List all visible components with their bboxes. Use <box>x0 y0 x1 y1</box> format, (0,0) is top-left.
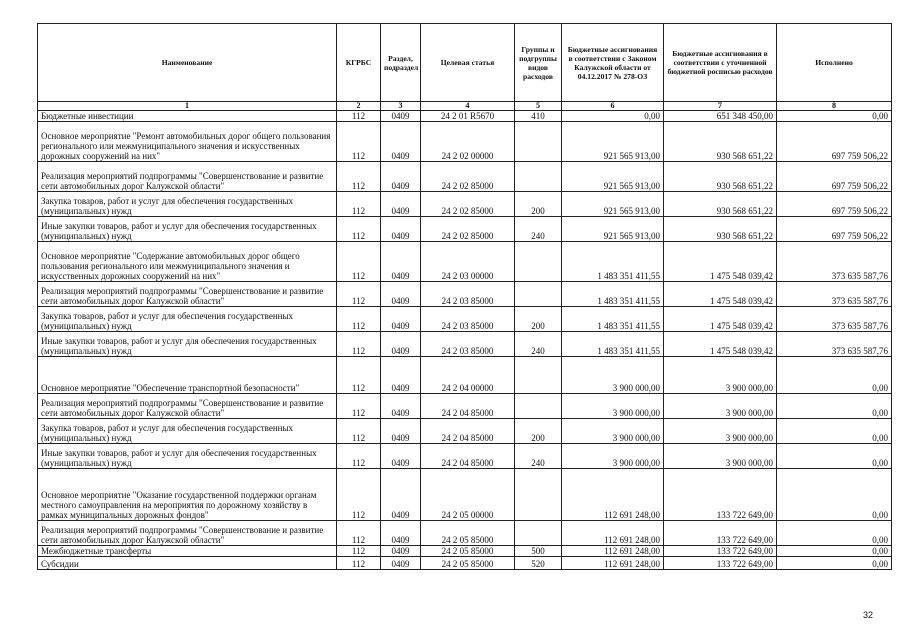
row-executed-amount: 697 759 506,22 <box>777 162 892 192</box>
column-number: 1 <box>38 102 337 111</box>
row-expense-group <box>515 357 562 394</box>
row-updated-amount: 930 568 651,22 <box>664 122 777 162</box>
row-name: Основное мероприятие "Ремонт автомобильных дорог общего пользования регионального или межмуниципального значения и искусственных дорожных сооружений на них" <box>38 122 337 162</box>
row-updated-amount: 133 722 649,00 <box>664 557 777 570</box>
row-law-amount: 1 483 351 411,55 <box>562 242 664 282</box>
row-expense-group: 240 <box>515 217 562 242</box>
row-section: 0409 <box>381 357 421 394</box>
row-law-amount: 921 565 913,00 <box>562 217 664 242</box>
row-expense-group: 520 <box>515 557 562 570</box>
row-kgrbs: 112 <box>337 282 381 307</box>
column-number: 6 <box>562 102 664 111</box>
column-number: 8 <box>777 102 892 111</box>
row-target-article: 24 2 05 00000 <box>421 469 515 521</box>
row-law-amount: 3 900 000,00 <box>562 357 664 394</box>
row-updated-amount: 3 900 000,00 <box>664 357 777 394</box>
row-updated-amount: 1 475 548 039,42 <box>664 242 777 282</box>
table-row <box>38 419 892 444</box>
column-number: 5 <box>515 102 562 111</box>
table-row <box>38 521 892 546</box>
row-kgrbs: 112 <box>337 162 381 192</box>
row-name: Реализация мероприятий подпрограммы "Совершенствование и развитие сети автомобильных дорог Калужской области" <box>38 162 337 192</box>
row-name: Основное мероприятие "Оказание государственной поддержки органам местного самоуправления на мероприятия по дорожному хозяйству в рамках муниципальных дорожных фондов" <box>38 469 337 521</box>
row-section: 0409 <box>381 162 421 192</box>
row-name: Иные закупки товаров, работ и услуг для обеспечения государственных (муниципальных) нужд <box>38 217 337 242</box>
row-expense-group <box>515 282 562 307</box>
row-section: 0409 <box>381 521 421 546</box>
row-kgrbs: 112 <box>337 546 381 557</box>
row-expense-group <box>515 521 562 546</box>
row-name: Субсидии <box>38 557 337 570</box>
column-number: 7 <box>664 102 777 111</box>
header-groups: Группы и подгруппы видов расходов <box>515 24 562 102</box>
column-number-row <box>38 102 892 111</box>
row-expense-group: 240 <box>515 332 562 357</box>
header-target: Целевая статья <box>421 24 515 102</box>
page-number: 32 <box>863 610 874 620</box>
table-row <box>38 162 892 192</box>
row-name: Межбюджетные трансферты <box>38 546 337 557</box>
row-law-amount: 112 691 248,00 <box>562 469 664 521</box>
row-expense-group <box>515 162 562 192</box>
row-updated-amount: 1 475 548 039,42 <box>664 332 777 357</box>
row-section: 0409 <box>381 122 421 162</box>
row-target-article: 24 2 03 00000 <box>421 242 515 282</box>
row-name: Бюджетные инвестиции <box>38 111 337 122</box>
row-executed-amount: 0,00 <box>777 521 892 546</box>
row-expense-group: 240 <box>515 444 562 469</box>
table-row <box>38 242 892 282</box>
row-kgrbs: 112 <box>337 444 381 469</box>
row-law-amount: 3 900 000,00 <box>562 394 664 419</box>
row-updated-amount: 651 348 450,00 <box>664 111 777 122</box>
table-row <box>38 217 892 242</box>
row-target-article: 24 2 03 85000 <box>421 282 515 307</box>
header-law: Бюджетные ассигнования в соответствии с Законом Калужской области от 04.12.2017 № 278-ОЗ <box>562 24 664 102</box>
row-updated-amount: 133 722 649,00 <box>664 469 777 521</box>
row-target-article: 24 2 02 00000 <box>421 122 515 162</box>
row-expense-group <box>515 394 562 419</box>
row-name: Основное мероприятие "Содержание автомобильных дорог общего пользования регионального или межмуниципального значения и искусственных дорожных сооружений на них" <box>38 242 337 282</box>
column-number: 4 <box>421 102 515 111</box>
row-executed-amount: 0,00 <box>777 546 892 557</box>
row-updated-amount: 3 900 000,00 <box>664 444 777 469</box>
row-executed-amount: 0,00 <box>777 557 892 570</box>
row-target-article: 24 2 03 85000 <box>421 332 515 357</box>
row-name: Иные закупки товаров, работ и услуг для обеспечения государственных (муниципальных) нужд <box>38 444 337 469</box>
row-executed-amount: 0,00 <box>777 111 892 122</box>
header-updated: Бюджетные ассигнования в соответствии с уточненной бюджетной росписью расходов <box>664 24 777 102</box>
row-expense-group: 410 <box>515 111 562 122</box>
row-kgrbs: 112 <box>337 419 381 444</box>
row-target-article: 24 2 04 85000 <box>421 444 515 469</box>
row-expense-group: 200 <box>515 307 562 332</box>
row-updated-amount: 133 722 649,00 <box>664 521 777 546</box>
column-number: 3 <box>381 102 421 111</box>
row-target-article: 24 2 04 85000 <box>421 394 515 419</box>
table-row <box>38 332 892 357</box>
row-kgrbs: 112 <box>337 357 381 394</box>
row-section: 0409 <box>381 546 421 557</box>
row-executed-amount: 0,00 <box>777 444 892 469</box>
table-row <box>38 444 892 469</box>
row-section: 0409 <box>381 217 421 242</box>
table-row <box>38 192 892 217</box>
row-target-article: 24 2 02 85000 <box>421 217 515 242</box>
row-executed-amount: 373 635 587,76 <box>777 242 892 282</box>
row-law-amount: 921 565 913,00 <box>562 122 664 162</box>
row-name: Реализация мероприятий подпрограммы "Совершенствование и развитие сети автомобильных дорог Калужской области" <box>38 521 337 546</box>
table-row <box>38 111 892 122</box>
row-section: 0409 <box>381 192 421 217</box>
header-executed: Исполнено <box>777 24 892 102</box>
row-kgrbs: 112 <box>337 242 381 282</box>
table-row <box>38 557 892 570</box>
row-kgrbs: 112 <box>337 122 381 162</box>
row-law-amount: 112 691 248,00 <box>562 546 664 557</box>
row-target-article: 24 2 05 85000 <box>421 546 515 557</box>
row-section: 0409 <box>381 111 421 122</box>
row-updated-amount: 133 722 649,00 <box>664 546 777 557</box>
budget-sheet <box>37 23 891 570</box>
row-target-article: 24 2 02 85000 <box>421 162 515 192</box>
header-section: Раздел, подраздел <box>381 24 421 102</box>
row-kgrbs: 112 <box>337 394 381 419</box>
row-executed-amount: 373 635 587,76 <box>777 282 892 307</box>
row-expense-group: 200 <box>515 419 562 444</box>
row-section: 0409 <box>381 242 421 282</box>
row-executed-amount: 697 759 506,22 <box>777 122 892 162</box>
table-row <box>38 282 892 307</box>
row-name: Иные закупки товаров, работ и услуг для обеспечения государственных (муниципальных) нужд <box>38 332 337 357</box>
row-law-amount: 1 483 351 411,55 <box>562 307 664 332</box>
row-law-amount: 112 691 248,00 <box>562 557 664 570</box>
table-row <box>38 357 892 394</box>
row-kgrbs: 112 <box>337 111 381 122</box>
row-name: Основное мероприятие "Обеспечение транспортной безопасности" <box>38 357 337 394</box>
table-body <box>38 111 892 570</box>
row-kgrbs: 112 <box>337 217 381 242</box>
row-section: 0409 <box>381 282 421 307</box>
row-section: 0409 <box>381 394 421 419</box>
row-name: Закупка товаров, работ и услуг для обеспечения государственных (муниципальных) нужд <box>38 307 337 332</box>
header-name: Наименование <box>38 24 337 102</box>
row-name: Реализация мероприятий подпрограммы "Совершенствование и развитие сети автомобильных дорог Калужской области" <box>38 282 337 307</box>
row-updated-amount: 930 568 651,22 <box>664 217 777 242</box>
row-target-article: 24 2 03 85000 <box>421 307 515 332</box>
header-kgrbs: КГРБС <box>337 24 381 102</box>
row-target-article: 24 2 04 85000 <box>421 419 515 444</box>
row-expense-group <box>515 242 562 282</box>
table-row <box>38 546 892 557</box>
row-law-amount: 921 565 913,00 <box>562 192 664 217</box>
row-target-article: 24 2 05 85000 <box>421 521 515 546</box>
row-kgrbs: 112 <box>337 332 381 357</box>
row-kgrbs: 112 <box>337 192 381 217</box>
row-kgrbs: 112 <box>337 557 381 570</box>
row-target-article: 24 2 05 85000 <box>421 557 515 570</box>
row-updated-amount: 930 568 651,22 <box>664 192 777 217</box>
row-executed-amount: 0,00 <box>777 357 892 394</box>
row-executed-amount: 373 635 587,76 <box>777 307 892 332</box>
row-section: 0409 <box>381 469 421 521</box>
row-executed-amount: 697 759 506,22 <box>777 217 892 242</box>
row-law-amount: 0,00 <box>562 111 664 122</box>
row-updated-amount: 1 475 548 039,42 <box>664 282 777 307</box>
row-kgrbs: 112 <box>337 521 381 546</box>
row-expense-group <box>515 469 562 521</box>
row-executed-amount: 697 759 506,22 <box>777 192 892 217</box>
row-law-amount: 112 691 248,00 <box>562 521 664 546</box>
budget-table <box>37 23 892 570</box>
row-executed-amount: 0,00 <box>777 394 892 419</box>
row-kgrbs: 112 <box>337 469 381 521</box>
header-row <box>38 24 892 102</box>
row-law-amount: 1 483 351 411,55 <box>562 332 664 357</box>
row-target-article: 24 2 02 85000 <box>421 192 515 217</box>
row-kgrbs: 112 <box>337 307 381 332</box>
row-expense-group <box>515 122 562 162</box>
row-target-article: 24 2 04 00000 <box>421 357 515 394</box>
row-expense-group: 500 <box>515 546 562 557</box>
row-executed-amount: 0,00 <box>777 419 892 444</box>
row-updated-amount: 3 900 000,00 <box>664 394 777 419</box>
row-name: Закупка товаров, работ и услуг для обеспечения государственных (муниципальных) нужд <box>38 419 337 444</box>
row-updated-amount: 3 900 000,00 <box>664 419 777 444</box>
row-updated-amount: 930 568 651,22 <box>664 162 777 192</box>
row-executed-amount: 373 635 587,76 <box>777 332 892 357</box>
row-updated-amount: 1 475 548 039,42 <box>664 307 777 332</box>
row-law-amount: 3 900 000,00 <box>562 419 664 444</box>
row-law-amount: 3 900 000,00 <box>562 444 664 469</box>
table-row <box>38 469 892 521</box>
table-row <box>38 307 892 332</box>
table-row <box>38 394 892 419</box>
row-section: 0409 <box>381 332 421 357</box>
row-law-amount: 1 483 351 411,55 <box>562 282 664 307</box>
row-name: Реализация мероприятий подпрограммы "Совершенствование и развитие сети автомобильных дорог Калужской области" <box>38 394 337 419</box>
column-number: 2 <box>337 102 381 111</box>
row-executed-amount: 0,00 <box>777 469 892 521</box>
row-section: 0409 <box>381 557 421 570</box>
row-section: 0409 <box>381 419 421 444</box>
row-section: 0409 <box>381 444 421 469</box>
row-section: 0409 <box>381 307 421 332</box>
row-target-article: 24 2 01 R5670 <box>421 111 515 122</box>
row-law-amount: 921 565 913,00 <box>562 162 664 192</box>
row-expense-group: 200 <box>515 192 562 217</box>
row-name: Закупка товаров, работ и услуг для обеспечения государственных (муниципальных) нужд <box>38 192 337 217</box>
table-row <box>38 122 892 162</box>
